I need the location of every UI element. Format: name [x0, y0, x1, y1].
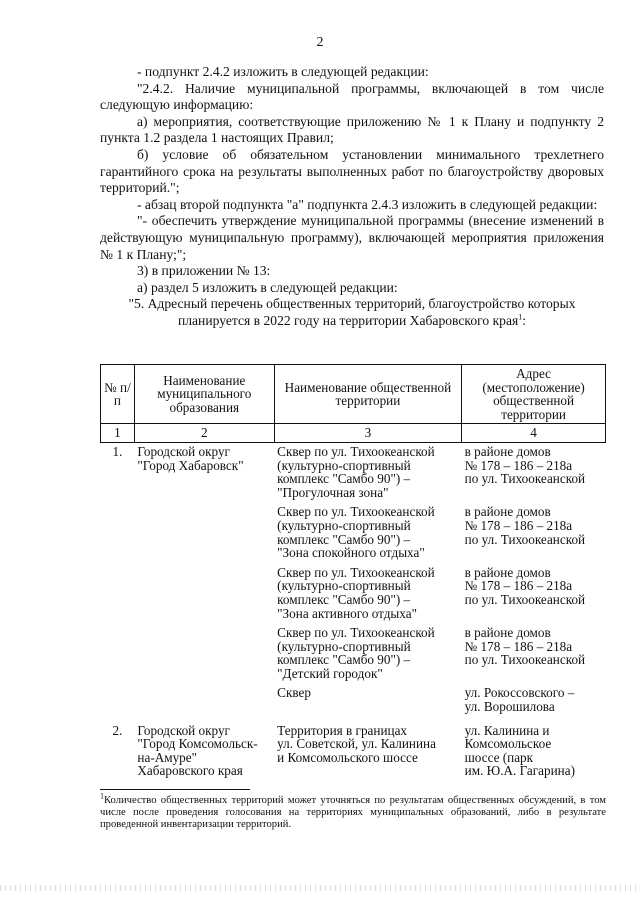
territory-line: комплекс "Самбо 90") – — [277, 471, 411, 487]
territory-line: "Прогулочная зона" — [277, 484, 389, 500]
territory-address — [465, 445, 603, 499]
address-cell — [462, 722, 606, 786]
address-line — [465, 546, 603, 560]
scan-artifact — [0, 885, 640, 891]
column-number: 4 — [462, 424, 606, 443]
territory-name — [277, 686, 458, 713]
address-line: № 178 – 186 – 218а — [464, 638, 573, 654]
header-municipality: Наименование муниципального образования — [134, 365, 274, 424]
address-line — [465, 667, 603, 681]
territory-line: (культурно-спортивный — [277, 517, 411, 533]
municipality-line: Городской округ — [137, 722, 230, 738]
footnote-divider — [100, 789, 250, 790]
row-number: 1. — [112, 443, 123, 459]
address-line: № 178 – 186 – 218а — [464, 578, 573, 594]
address-line: в районе домов — [464, 443, 551, 459]
territory-address — [465, 686, 603, 713]
paragraph: - абзац второй подпункта "а" подпункта 2.4.3 изложить в следующей редакции: — [137, 196, 598, 212]
address-line: по ул. Тихоокеанской — [464, 652, 586, 668]
address-line — [465, 486, 603, 500]
column-number: 1 — [101, 424, 135, 443]
table-body — [101, 442, 606, 786]
header-territory: Наименование общественной территории — [274, 365, 461, 424]
territory-line: Сквер по ул. Тихоокеанской — [277, 625, 435, 641]
municipality-line: Хабаровского края — [137, 763, 243, 779]
territory-line: комплекс "Самбо 90") – — [277, 652, 411, 668]
address-line — [465, 607, 603, 621]
territory-address — [465, 505, 603, 559]
table-row — [101, 722, 606, 786]
municipality-line: на-Амуре" — [137, 749, 198, 765]
paragraph: а) раздел 5 изложить в следующей редакции: — [137, 279, 398, 295]
territory-line: Территория в границах — [277, 722, 408, 738]
territory-cell — [274, 722, 461, 786]
territory-line: и Комсомольского шоссе — [277, 749, 418, 765]
territory-line: (культурно-спортивный — [277, 457, 411, 473]
table-header-row — [101, 365, 606, 424]
column-number-row — [101, 424, 606, 443]
territory-line: комплекс "Самбо 90") – — [277, 531, 411, 547]
municipality-line: "Город Комсомольск- — [137, 736, 258, 752]
territory-line: ул. Советской, ул. Калинина — [277, 736, 436, 752]
territory-line: Сквер по ул. Тихоокеанской — [277, 564, 435, 580]
paragraph: а) мероприятия, соответствующие приложению № 1 к Плану и подпункту 2 пункта 1.2 раздела 1 настоящих Правил; — [100, 113, 604, 146]
territory-name — [277, 724, 458, 778]
address-line: Комсомольское — [464, 736, 552, 752]
address-line: ул. Рокоссовского – — [464, 685, 575, 701]
address-line: ул. Калинина и — [464, 722, 550, 738]
section-heading-tail: : — [522, 312, 527, 328]
territory-line: Сквер — [277, 685, 311, 701]
municipality-line: Городской округ — [137, 443, 230, 459]
section-heading — [100, 296, 604, 329]
territory-address — [465, 626, 603, 680]
territory-line: (культурно-спортивный — [277, 578, 411, 594]
territory-address — [465, 724, 603, 778]
address-line: шоссе (парк — [464, 749, 534, 765]
paragraph: "2.4.2. Наличие муниципальной программы, включающей в том числе следующую информацию: — [100, 80, 604, 113]
table-row — [101, 442, 606, 721]
address-line: по ул. Тихоокеанской — [464, 471, 586, 487]
address-table — [100, 364, 606, 786]
document-body — [100, 64, 604, 330]
territory-address — [465, 566, 603, 620]
address-line: по ул. Тихоокеанской — [464, 531, 586, 547]
footnote-mark: 1 — [100, 791, 104, 801]
territory-line: (культурно-спортивный — [277, 638, 411, 654]
footnote-text: Количество общественных территорий может уточняться по результатам общественных обсуждений, в том числе после проведения голосования на территориях муниципальных образований, либо в результате проведенной инвентаризации территорий. — [100, 795, 606, 830]
address-line: ул. Ворошилова — [464, 699, 555, 715]
address-line: по ул. Тихоокеанской — [464, 591, 586, 607]
territory-name — [277, 566, 458, 620]
territory-cell — [274, 442, 461, 721]
address-line: в районе домов — [464, 504, 551, 520]
municipality-line: "Город Хабаровск" — [137, 457, 244, 473]
header-number: № п/п — [101, 365, 135, 424]
footnote-reference: 1 — [518, 312, 523, 322]
territory-line: Сквер по ул. Тихоокеанской — [277, 504, 435, 520]
territory-line: Сквер по ул. Тихоокеанской — [277, 443, 435, 459]
paragraph: 3) в приложении № 13: — [137, 263, 271, 279]
column-number: 3 — [274, 424, 461, 443]
address-line: № 178 – 186 – 218а — [464, 517, 573, 533]
territory-line: "Зона активного отдыха" — [277, 605, 417, 621]
address-line: в районе домов — [464, 625, 551, 641]
territory-line: "Детский городок" — [277, 665, 383, 681]
footnote — [100, 791, 606, 831]
territory-line: комплекс "Самбо 90") – — [277, 591, 411, 607]
territory-line — [277, 700, 458, 714]
section-heading-text: "5. Адресный перечень общественных территорий, благоустройство которых планируется в 2022 году на территории Хабаровского края — [128, 296, 576, 328]
row-number: 2. — [112, 722, 123, 738]
paragraph: - подпункт 2.4.2 изложить в следующей редакции: — [137, 64, 429, 79]
territory-line: "Зона спокойного отдыха" — [277, 545, 425, 561]
header-address: Адрес (местоположение) общественной территории — [462, 365, 606, 424]
address-line: № 178 – 186 – 218а — [464, 457, 573, 473]
territory-name — [277, 445, 458, 499]
address-line: в районе домов — [464, 564, 551, 580]
municipality-name — [134, 722, 274, 786]
page-number: 2 — [316, 35, 324, 50]
territory-line — [277, 764, 458, 778]
municipality-name — [134, 442, 274, 721]
column-number: 2 — [134, 424, 274, 443]
address-line: им. Ю.А. Гагарина) — [464, 763, 575, 779]
paragraph: "- обеспечить утверждение муниципальной программы (внесение изменений в действующую муниципальную программу), включающей мероприятия приложения № 1 к Плану;"; — [100, 213, 604, 262]
territory-name — [277, 505, 458, 559]
address-cell — [462, 442, 606, 721]
territory-name — [277, 626, 458, 680]
paragraph: б) условие об обязательном установлении минимального трехлетнего гарантийного срока на результаты выполненных работ по благоустройству дворовых территорий."; — [100, 146, 604, 196]
